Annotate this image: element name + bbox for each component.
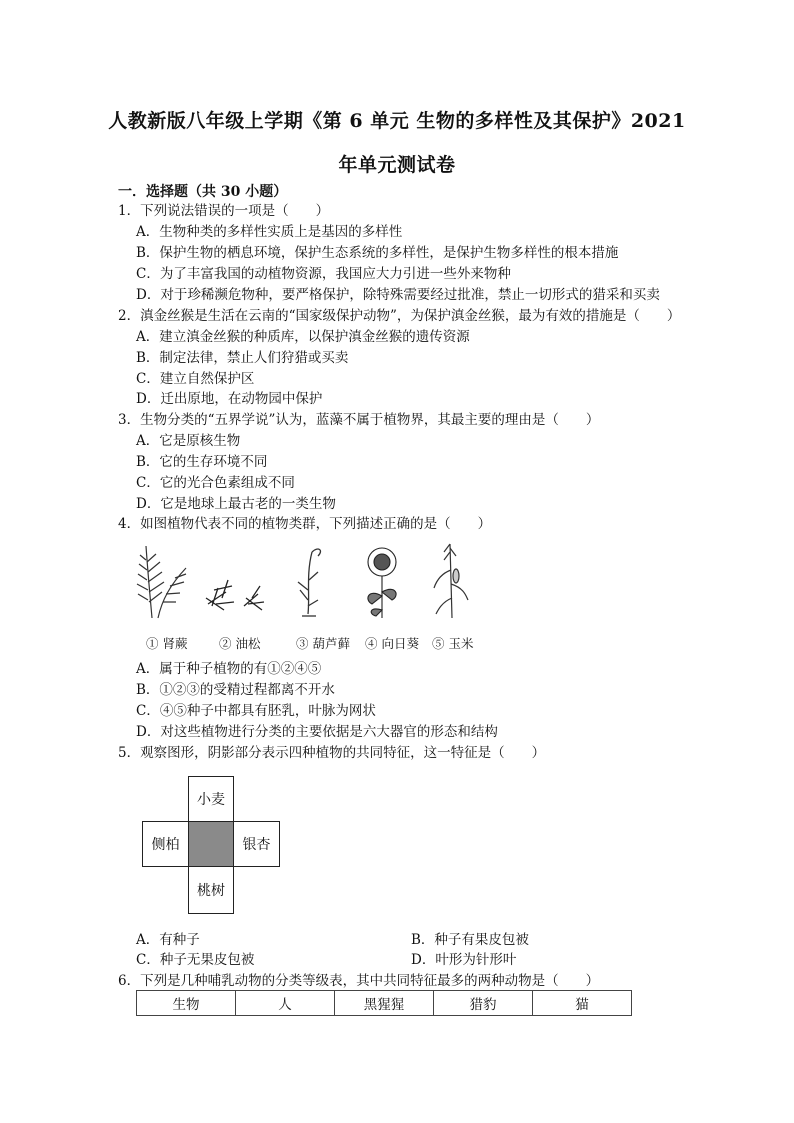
document-title-line1: 人教新版八年级上学期《第 6 单元 生物的多样性及其保护》2021: [108, 110, 686, 132]
question-5-option-d: D．叶形为针形叶: [411, 952, 517, 968]
table-header-cell: 人: [236, 991, 335, 1016]
question-4-option-c: C．④⑤种子中都具有胚乳，叶脉为网状: [136, 703, 376, 719]
table-header-cell: 生物: [137, 991, 236, 1016]
question-2-option-d: D．迁出原地，在动物园中保护: [136, 391, 323, 407]
question-5-option-c: C．种子无果皮包被: [136, 952, 255, 968]
plant-label-sunflower: ④ 向日葵: [365, 636, 419, 651]
question-3-stem: 3．生物分类的“五界学说”认为，蓝藻不属于植物界，其最主要的理由是（ ）: [118, 412, 600, 428]
plant-label-corn: ⑤ 玉米: [432, 636, 474, 651]
question-3-option-b: B．它的生存环境不同: [136, 454, 268, 470]
table-row: [137, 991, 632, 1016]
question-2-stem: 2．滇金丝猴是生活在云南的“国家级保护动物”，为保护滇金丝猴，最为有效的措施是（ ）: [118, 308, 681, 324]
question-1-stem: 1．下列说法错误的一项是（ ）: [118, 203, 330, 219]
question-2-option-a: A．建立滇金丝猴的种质库，以保护滇金丝猴的遗传资源: [136, 329, 470, 345]
sunflower-illustration: [368, 548, 396, 618]
table-header-cell: 猫: [533, 991, 632, 1016]
question-4-option-b: B．①②③的受精过程都离不开水: [136, 682, 335, 698]
question-4-stem: 4．如图植物代表不同的植物类群，下列描述正确的是（ ）: [118, 516, 492, 532]
question-1-option-b: B．保护生物的栖息环境，保护生态系统的多样性，是保护生物多样性的根本措施: [136, 245, 619, 261]
question-1-option-c: C．为了丰富我国的动植物资源，我国应大力引进一些外来物种: [136, 266, 511, 282]
classification-table: [136, 990, 632, 1016]
plant-label-pine: ② 油松: [219, 636, 261, 651]
question-2-option-b: B．制定法律，禁止人们狩猎或买卖: [136, 350, 349, 366]
diagram-cell-arborvitae: 侧柏: [142, 821, 189, 867]
question-6-stem: 6．下列是几种哺乳动物的分类等级表，其中共同特征最多的两种动物是（ ）: [118, 973, 600, 989]
question-3-option-c: C．它的光合色素组成不同: [136, 475, 295, 491]
moss-illustration: [298, 549, 320, 616]
diagram-cell-wheat: 小麦: [188, 776, 234, 822]
document-title-line2: 年单元测试卷: [338, 154, 456, 176]
question-3-option-d: D．它是地球上最古老的一类生物: [136, 496, 336, 512]
plant-label-fern: ① 肾蕨: [146, 636, 188, 651]
corn-illustration: [434, 544, 468, 618]
question-5-option-a: A．有种子: [136, 932, 200, 948]
diagram-cell-ginkgo: 银杏: [233, 821, 280, 867]
question-1-option-d: D．对于珍稀濒危物种，要严格保护，除特殊需要经过批准，禁止一切形式的猎采和买卖: [136, 287, 660, 303]
question-3-option-a: A．它是原核生物: [136, 433, 241, 449]
section-heading: 一．选择题（共 30 小题）: [118, 184, 288, 200]
question-4-option-d: D．对这些植物进行分类的主要依据是六大器官的形态和结构: [136, 724, 498, 740]
question-2-option-c: C．建立自然保护区: [136, 371, 255, 387]
plants-figure: [136, 540, 476, 620]
diagram-shaded-center: [188, 821, 234, 867]
plant-label-moss: ③ 葫芦藓: [296, 636, 350, 651]
fern-illustration: [137, 546, 186, 618]
question-5-option-b: B．种子有果皮包被: [411, 932, 529, 948]
diagram-cell-peach: 桃树: [188, 866, 234, 914]
table-header-cell: 猎豹: [434, 991, 533, 1016]
question-4-option-a: A．属于种子植物的有①②④⑤: [136, 661, 322, 677]
question-5-stem: 5．观察图形，阴影部分表示四种植物的共同特征，这一特征是（ ）: [118, 745, 546, 761]
table-header-cell: 黑猩猩: [335, 991, 434, 1016]
question-1-option-a: A．生物种类的多样性实质上是基因的多样性: [136, 224, 403, 240]
pine-illustration: [206, 580, 264, 610]
